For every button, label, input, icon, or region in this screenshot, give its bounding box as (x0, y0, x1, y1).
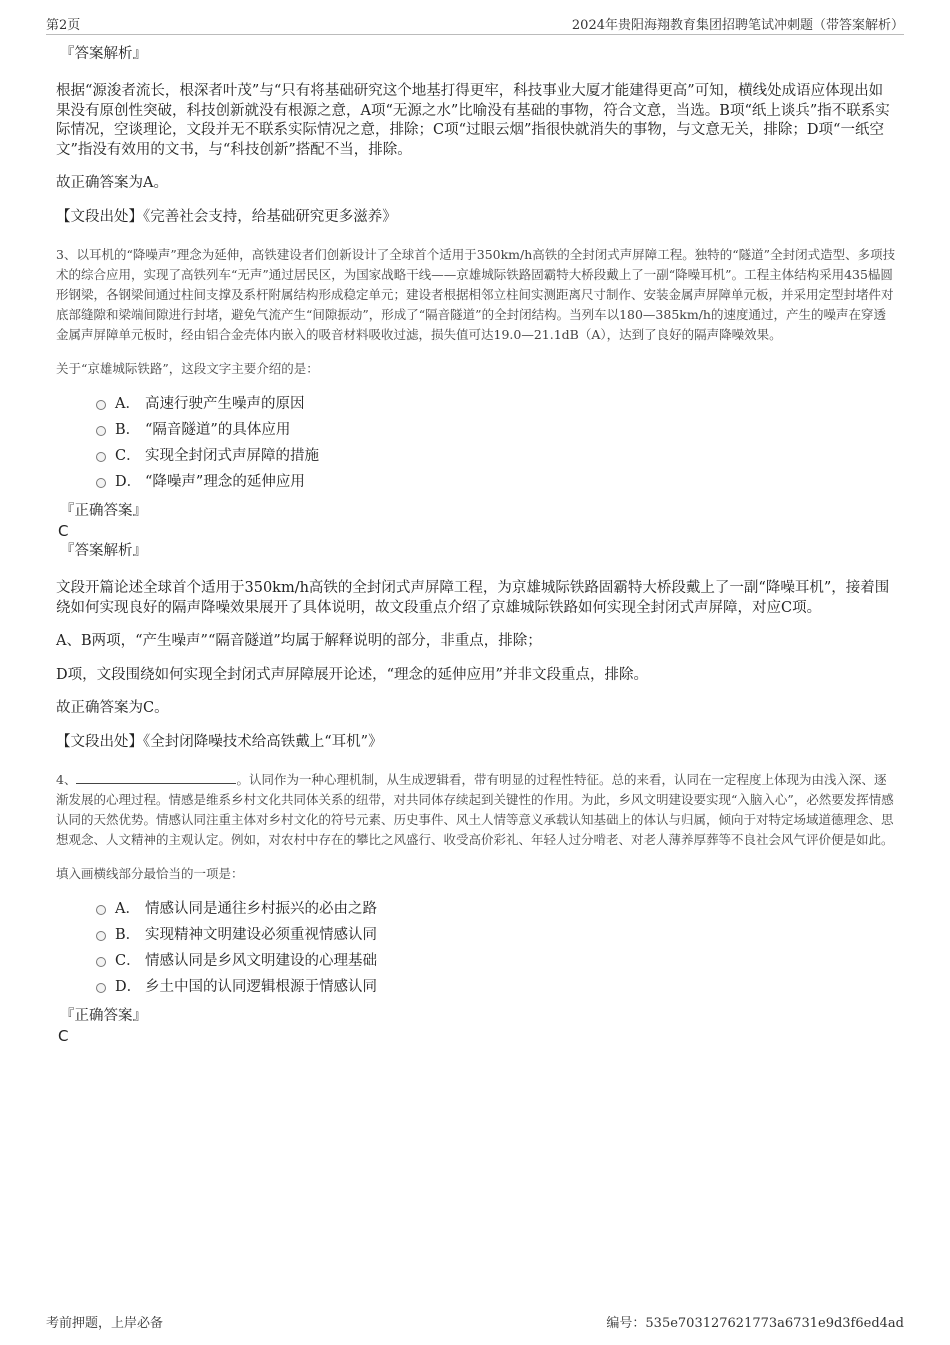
q4-text (56, 770, 896, 850)
q4-body: 。认同作为一种心理机制，从生成逻辑看，带有明显的过程性特征。总的来看，认同在一定程度上体现为由浅入深、逐渐发展的心理过程。情感是维系乡村文化共同体关系的纽带，对共同体存续起到关键性的作用。为此，乡风文明建设要实现“入脑入心”，必然要发挥情感认同的天然优势。情感认同注重主体对乡村文化的符号元素、历史事件、风土人情等意义承载认知基础上的体认与归属，倾向于对特定场域道德理念、思想观念、人文精神的主观认定。例如，对农村中存在的攀比之风盛行、收受高价彩礼、年轻人过分啃老、对老人薄养厚葬等不良社会风气评价便是如此。 (56, 772, 894, 847)
radio-icon[interactable] (96, 400, 106, 410)
q4-prompt: 填入画横线部分最恰当的一项是： (56, 866, 244, 881)
document-id: 编号：535e703127621773a6731e9d3f6ed4ad (606, 1316, 904, 1331)
option-text: “隔音隧道”的具体应用 (145, 422, 291, 438)
q3-option-d[interactable] (96, 469, 896, 495)
option-letter: D． (115, 474, 142, 490)
page-number: 第2页 (46, 18, 81, 33)
q4-options (96, 896, 896, 1000)
q4-answer-label: 『正确答案』 (60, 1008, 147, 1024)
option-letter: B． (115, 422, 141, 438)
q2-analysis-label: 『答案解析』 (60, 46, 147, 62)
q2-analysis: 根据“源浚者流长，根深者叶茂”与“只有将基础研究这个地基打得更牢，科技事业大厦才能建得更高”可知，横线处成语应体现出如果没有原创性突破，科技创新就没有根源之意，A项“无源之水”比喻没有基础的事物，符合文意，当选。B项“纸上谈兵”指不联系实际情况，空谈理论，文段并无不联系实际情况之意，排除；C项“过眼云烟”指很快就消失的事物，与文意无关，排除；D项“一纸空文”指没有效用的文书，与“科技创新”搭配不当，排除。 (56, 83, 890, 158)
q3-analysis-2: A、B两项，“产生噪声”“隔音隧道”均属于解释说明的部分，非重点，排除； (56, 633, 542, 649)
page-header (46, 14, 904, 35)
footer-slogan: 考前押题，上岸必备 (46, 1316, 164, 1331)
option-letter: A． (115, 901, 140, 917)
q3-text: 3、以耳机的“降噪声”理念为延伸，高铁建设者们创新设计了全球首个适用于350km/h高铁的全封闭式声屏障工程。独特的“隧道”全封闭式造型、多项技术的综合应用，实现了高铁列车“无声”通过居民区，为国家战略干线——京雄城际铁路固霸特大桥段戴上了一副“降噪耳机”。工程主体结构采用435榀圆形钢梁，各钢梁间通过柱间支撑及系杆附属结构形成稳定单元；建设者根据相邻立柱间实测距离尺寸制作、安装金属声屏障单元板，并采用定型封堵件对底部缝隙和梁端间隙进行封堵，避免气流产生“间隙振动”，形成了“隔音隧道”的全封闭结构。当列车以180—385km/h的速度通过，产生的噪声在穿透金属声屏障单元板时，经由铝合金壳体内嵌入的吸音材料吸收过滤，损失值可达19.0—21.1dB（A），达到了良好的隔声降噪效果。 (56, 247, 896, 342)
option-letter: C． (115, 953, 141, 969)
q3-conclusion: 故正确答案为C。 (56, 700, 169, 716)
q3-option-b[interactable] (96, 417, 896, 443)
radio-icon[interactable] (96, 478, 106, 488)
q3-answer: C (58, 522, 69, 540)
q4-answer: C (58, 1027, 69, 1045)
q4-number: 4、 (56, 772, 77, 787)
radio-icon[interactable] (96, 905, 106, 915)
radio-icon[interactable] (96, 957, 106, 967)
q3-option-c[interactable] (96, 443, 896, 469)
option-text: 情感认同是通往乡村振兴的必由之路 (145, 901, 377, 917)
radio-icon[interactable] (96, 452, 106, 462)
q3-source: 【文段出处】《全封闭降噪技术给高铁戴上“耳机”》 (56, 733, 383, 750)
q3-prompt: 关于“京雄城际铁路”，这段文字主要介绍的是： (56, 361, 319, 376)
option-text: 情感认同是乡风文明建设的心理基础 (145, 953, 377, 969)
q4-option-a[interactable] (96, 896, 896, 922)
radio-icon[interactable] (96, 983, 106, 993)
option-text: “降噪声”理念的延伸应用 (145, 474, 305, 490)
fill-in-blank (76, 771, 236, 784)
document-title: 2024年贵阳海翔教育集团招聘笔试冲刺题（带答案解析） (571, 18, 904, 33)
q3-answer-label: 『正确答案』 (60, 503, 147, 519)
option-letter: B． (115, 927, 141, 943)
q2-conclusion: 故正确答案为A。 (56, 175, 168, 191)
q2-source: 【文段出处】《完善社会支持，给基础研究更多滋养》 (56, 208, 397, 225)
q3-options (96, 391, 896, 495)
option-text: 乡土中国的认同逻辑根源于情感认同 (145, 979, 377, 995)
option-letter: C． (115, 448, 141, 464)
q3-analysis-label: 『答案解析』 (60, 543, 147, 559)
option-text: 实现全封闭式声屏障的措施 (145, 448, 319, 464)
option-text: 实现精神文明建设必须重视情感认同 (145, 927, 377, 943)
option-letter: D． (115, 979, 142, 995)
page-content (56, 44, 896, 1046)
radio-icon[interactable] (96, 931, 106, 941)
q4-option-d[interactable] (96, 974, 896, 1000)
q4-option-b[interactable] (96, 922, 896, 948)
q3-option-a[interactable] (96, 391, 896, 417)
option-text: 高速行驶产生噪声的原因 (145, 396, 305, 412)
radio-icon[interactable] (96, 426, 106, 436)
q3-analysis-3: D项，文段围绕如何实现全封闭式声屏障展开论述，“理念的延伸应用”并非文段重点，排除。 (56, 666, 648, 683)
q3-analysis: 文段开篇论述全球首个适用于350km/h高铁的全封闭式声屏障工程，为京雄城际铁路固霸特大桥段戴上了一副“降噪耳机”，接着围绕如何实现良好的隔声降噪效果展开了具体说明，故文段重点介绍了京雄城际铁路如何实现全封闭式声屏障，对应C项。 (56, 580, 890, 616)
q4-option-c[interactable] (96, 948, 896, 974)
option-letter: A． (115, 396, 140, 412)
